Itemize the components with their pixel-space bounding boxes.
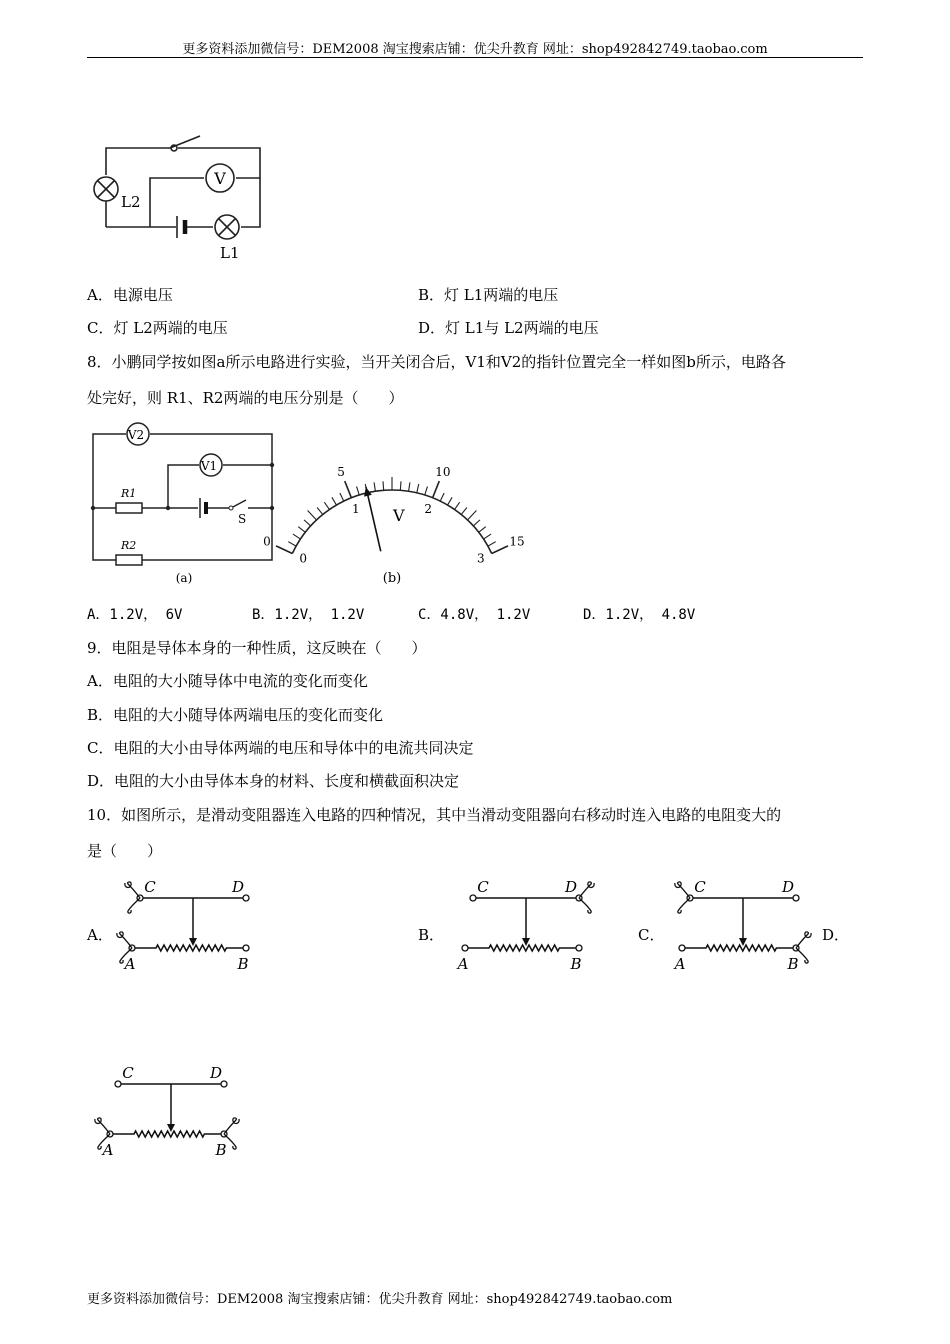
q8-fig-a-caption: (a): [175, 571, 193, 585]
terminal-c: [470, 895, 476, 901]
dial-tick: [332, 497, 337, 505]
dial-tick: [467, 511, 476, 520]
rheostat-coil: [132, 945, 246, 951]
terminal-label-b: B: [787, 955, 799, 973]
q9-option-b: B．电阻的大小随导体两端电压的变化而变化: [87, 706, 384, 724]
q7-option-c: C．灯 L2两端的电压: [87, 319, 228, 337]
terminal-label-d: D: [564, 878, 578, 896]
dial-tick: [425, 486, 428, 495]
terminal-label-c: C: [144, 878, 156, 896]
q8-switch-label: S: [238, 512, 247, 526]
dial-lower-tick-label: 2: [424, 501, 433, 516]
header-rule: [87, 57, 863, 58]
terminal-label-a: A: [674, 955, 686, 973]
terminal-label-b: B: [215, 1141, 227, 1159]
q10-option-a-label: A．: [87, 926, 113, 944]
q10-rheostat-a: [110, 874, 270, 974]
dial-tick: [484, 534, 491, 539]
dial-tick: [461, 508, 467, 515]
terminal-label-a: A: [124, 955, 136, 973]
q7-option-b: B．灯 L1两端的电压: [418, 286, 559, 304]
terminal-label-a: A: [102, 1141, 114, 1159]
page-header: 更多资料添加微信号：DEM2008 淘宝搜索店铺：优尖升教育 网址：shop492842749.taobao.com: [182, 42, 768, 57]
q8-circuit-figure-a: [88, 420, 283, 588]
q10-option-c-label: C．: [638, 926, 665, 944]
terminal-label-c: C: [694, 878, 706, 896]
q10-rheostat-c: [660, 874, 820, 974]
dial-lower-tick-label: 3: [476, 551, 485, 566]
q8-meter-unit: V: [393, 506, 405, 525]
q7-voltmeter-label: V: [214, 169, 226, 188]
q9-option-a: A．电阻的大小随导体中电流的变化而变化: [87, 672, 368, 690]
q8-option-d: D．1.2V， 4.8V: [583, 607, 696, 623]
dial-tick: [374, 482, 375, 491]
q10-option-b-label: B．: [418, 926, 445, 944]
q8-option-c: C．4.8V， 1.2V: [418, 607, 531, 623]
page-footer: 更多资料添加微信号：DEM2008 淘宝搜索店铺：优尖升教育 网址：shop492842749.taobao.com: [87, 1292, 673, 1307]
dial-tick: [448, 497, 453, 505]
dial-tick: [492, 546, 508, 554]
dial-tick: [433, 481, 440, 498]
dial-tick: [400, 481, 401, 490]
q9-option-c: C．电阻的大小由导体两端的电压和导体中的电流共同决定: [87, 739, 474, 757]
dial-tick: [340, 493, 344, 501]
dial-tick: [455, 502, 460, 509]
q8-option-b: B．1.2V， 1.2V: [252, 607, 365, 623]
terminal-label-d: D: [231, 878, 245, 896]
q10-option-d-label: D．: [822, 926, 850, 944]
terminal-label-d: D: [209, 1064, 223, 1082]
q8-meter-figure-b: [263, 425, 525, 590]
q7-lamp1-label: L1: [220, 244, 240, 262]
dial-upper-tick-label: 15: [509, 534, 525, 549]
q7-lamp2-label: L2: [121, 193, 141, 211]
rheostat-coil: [465, 945, 579, 951]
dial-tick: [473, 520, 480, 526]
terminal-label-b: B: [237, 955, 249, 973]
terminal-a: [462, 945, 468, 951]
dial-upper-tick-label: 10: [435, 464, 451, 479]
q8-option-a: A．1.2V， 6V: [87, 607, 183, 623]
dial-tick: [298, 527, 305, 533]
dial-tick: [383, 481, 384, 490]
rheostat-coil: [682, 945, 796, 951]
q8-stem-line1: 8．小鹏同学按如图a所示电路进行实验，当开关闭合后，V1和V2的指针位置完全一样如图b所示，电路各: [87, 353, 786, 371]
q8-stem-line2: 处完好，则 R1、R2两端的电压分别是（ ）: [87, 389, 404, 407]
q10-stem-line1: 10．如图所示，是滑动变阻器连入电路的四种情况，其中当滑动变阻器向右移动时连入电路的电阻变大的: [87, 806, 782, 824]
q7-option-d: D．灯 L1与 L2两端的电压: [418, 319, 599, 337]
terminal-c: [115, 1081, 121, 1087]
q7-circuit-figure: [88, 128, 278, 268]
dial-tick: [288, 542, 296, 546]
dial-tick: [488, 542, 496, 546]
q7-option-a: A．电源电压: [87, 286, 173, 304]
dial-lower-tick-label: 0: [299, 551, 308, 566]
dial-upper-tick-label: 0: [263, 534, 271, 549]
dial-pointer: [366, 487, 381, 551]
q10-rheostat-d: [88, 1060, 248, 1160]
dial-tick: [308, 511, 317, 520]
dial-tick: [293, 534, 300, 539]
q10-stem-line2: 是（ ）: [87, 842, 163, 860]
dial-tick: [409, 482, 410, 491]
dial-arc: [292, 490, 491, 554]
terminal-b: [576, 945, 582, 951]
q9-option-d: D．电阻的大小由导体本身的材料、长度和横截面积决定: [87, 772, 460, 790]
q8-fig-b-caption: (b): [382, 571, 402, 586]
terminal-a: [679, 945, 685, 951]
dial-tick: [324, 502, 329, 509]
q8-r2-label: R2: [121, 539, 137, 552]
dial-tick: [304, 520, 311, 526]
dial-tick: [317, 508, 323, 515]
dial-tick: [417, 484, 419, 493]
q9-stem: 9．电阻是导体本身的一种性质，这反映在（ ）: [87, 639, 427, 657]
terminal-label-c: C: [122, 1064, 134, 1082]
dial-lower-tick-label: 1: [351, 501, 360, 516]
terminal-label-c: C: [477, 878, 489, 896]
dial-upper-tick-label: 5: [337, 464, 345, 479]
q8-r1-label: R1: [121, 487, 137, 500]
terminal-label-b: B: [570, 955, 582, 973]
dial-tick: [479, 527, 486, 533]
terminal-b: [243, 945, 249, 951]
q10-rheostat-b: [443, 874, 603, 974]
dial-tick: [345, 481, 352, 498]
dial-tick: [357, 486, 360, 495]
q8-v1-label: V1: [200, 459, 218, 473]
rheostat-coil: [110, 1131, 224, 1137]
terminal-label-d: D: [781, 878, 795, 896]
dial-tick: [440, 493, 444, 501]
q8-v2-label: V2: [127, 428, 145, 442]
terminal-label-a: A: [457, 955, 469, 973]
